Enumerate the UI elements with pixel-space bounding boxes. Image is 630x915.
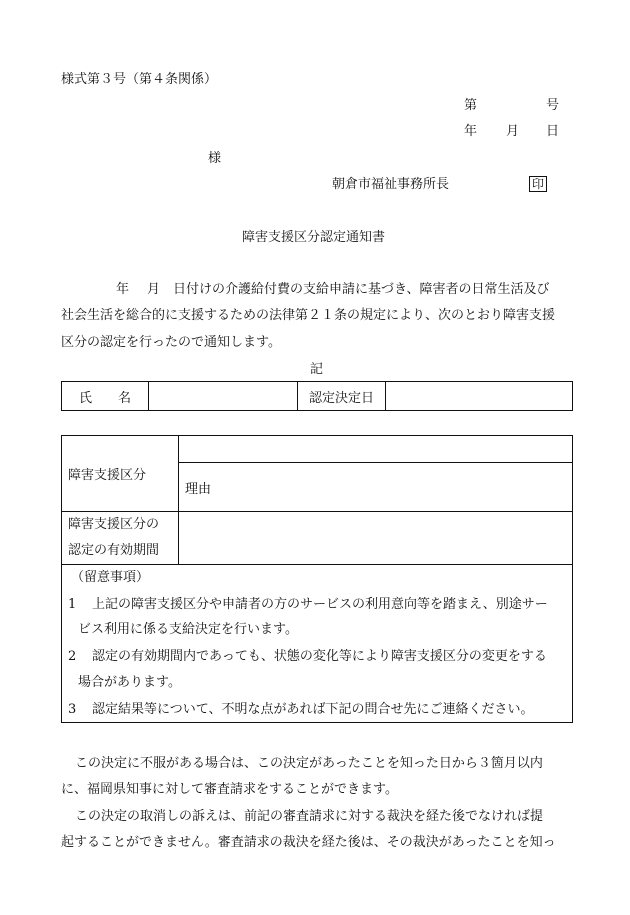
note-2-line1: 認定の有効期間内であっても、状態の変化等により障害支援区分の変更をする	[92, 649, 547, 664]
intro-date-month: 月	[147, 282, 161, 297]
name-value-cell	[148, 382, 297, 411]
name-date-table	[61, 381, 573, 411]
appeal-p2-line2: 起することができません。審査請求の裁決を経た後は、その裁決があったことを知っ	[61, 835, 556, 850]
name-label: 氏 名	[62, 382, 149, 411]
date-year: 年	[464, 124, 478, 139]
notes-heading: （留意事項）	[71, 570, 150, 585]
validity-label-line2: 認定の有効期間	[68, 543, 160, 558]
intro-text-line2: 社会生活を総合的に支援するための法律第２１条の規定により、次のとおり障害支援	[61, 308, 556, 323]
seal-text: 印	[529, 176, 547, 192]
category-value-cell	[179, 436, 573, 463]
recipient-honorific: 様	[208, 151, 222, 166]
decision-date-value-cell	[386, 382, 573, 411]
note-2-line2: 場合があります。	[78, 675, 181, 690]
reason-cell	[179, 463, 573, 512]
number-prefix: 第	[464, 98, 478, 113]
validity-value-cell	[179, 512, 573, 565]
reason-label: 理由	[185, 481, 212, 497]
intro-date-year: 年	[116, 282, 130, 297]
intro-text-line1: 日付けの介護給付費の支給申請に基づき、障害者の日常生活及び	[173, 282, 550, 297]
appeal-p1-line1: この決定に不服がある場合は、この決定があったことを知った日から３箇月以内	[75, 756, 543, 771]
date-month: 月	[506, 124, 520, 139]
appeal-p2-line1: この決定の取消しの訴えは、前記の審査請求に対する裁決を経た後でなければ提	[75, 809, 544, 824]
note-3-line1: 認定結果等について、不明な点があれば下記の問合せ先にご連絡ください。	[92, 702, 534, 717]
appeal-p1-line2: に、福岡県知事に対して審査請求をすることができます。	[61, 782, 398, 797]
validity-label	[62, 512, 179, 565]
note-2-num: 2	[68, 649, 77, 664]
ki-heading: 記	[310, 362, 324, 377]
date-day: 日	[546, 124, 560, 139]
note-1-num: 1	[68, 597, 77, 612]
issuer-name: 朝倉市福祉事務所長	[332, 177, 450, 192]
note-1-line1: 上記の障害支援区分や申請者の方のサービスの利用意向等を踏まえ、別途サー	[92, 597, 548, 612]
decision-date-label: 認定決定日	[297, 382, 386, 411]
number-suffix: 号	[546, 98, 560, 113]
notes-cell	[62, 565, 573, 723]
form-label: 様式第３号（第４条関係）	[61, 72, 218, 87]
note-3-num: 3	[68, 702, 77, 717]
category-label: 障害支援区分	[62, 436, 179, 512]
note-1-line2: ビス利用に係る支給決定を行います。	[78, 622, 298, 637]
validity-label-line1: 障害支援区分の	[68, 517, 160, 532]
seal-mark	[529, 176, 547, 192]
intro-text-line3: 区分の認定を行ったので通知します。	[61, 335, 281, 350]
document-title: 障害支援区分認定通知書	[242, 230, 386, 245]
